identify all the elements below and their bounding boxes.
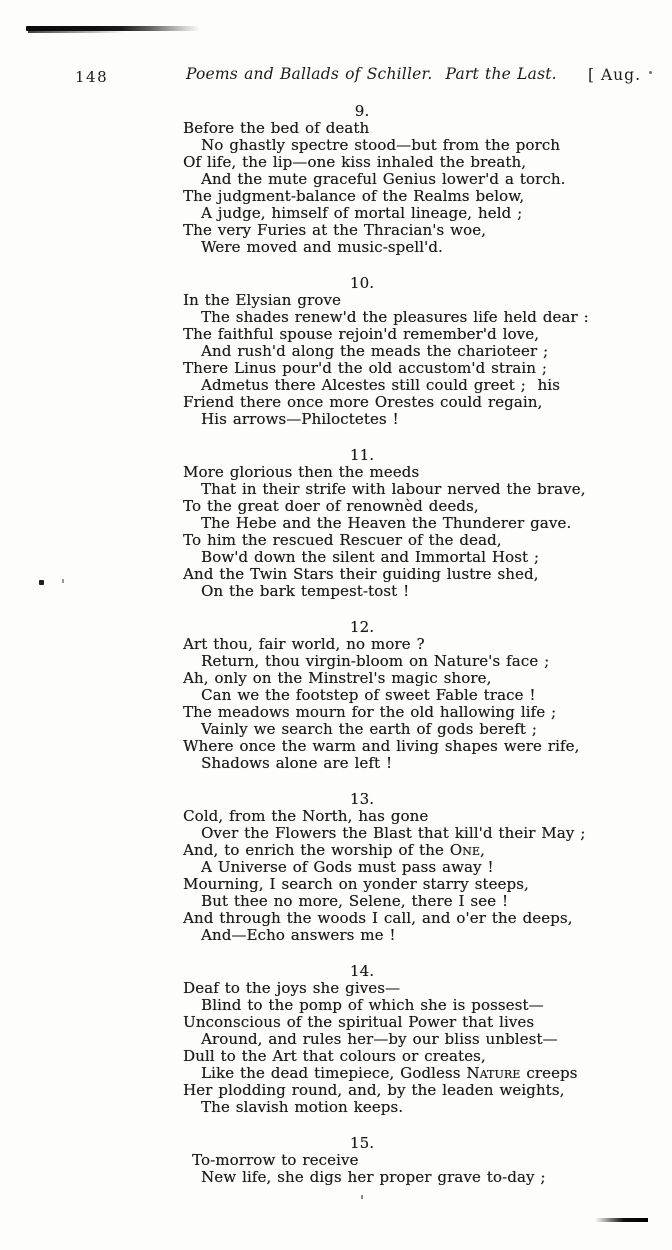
scan-edge-artifact-top-fragment — [28, 31, 124, 33]
poem-line: That in their strife with labour nerved the brave, — [201, 480, 586, 498]
poem-line: To-morrow to receive — [192, 1151, 359, 1169]
stanza-number: 14. — [349, 962, 375, 980]
poem-line: Her plodding round, and, by the leaden weights, — [183, 1081, 565, 1099]
poem-line: Unconscious of the spiritual Power that lives — [183, 1013, 535, 1031]
poem-line: The judgment-balance of the Realms below, — [183, 187, 525, 205]
poem-line: The slavish motion keeps. — [201, 1098, 404, 1116]
poem-line: And through the woods I call, and o'er the deeps, — [183, 909, 573, 927]
poem-line: Deaf to the joys she gives— — [183, 979, 401, 997]
poem-line: And—Echo answers me ! — [201, 926, 396, 944]
poem-line: In the Elysian grove — [183, 291, 341, 309]
scan-edge-artifact-bottom — [595, 1218, 648, 1222]
poem-line: New life, she digs her proper grave to-day ; — [201, 1168, 546, 1186]
poem-line: Friend there once more Orestes could regain, — [183, 393, 543, 411]
poem-line: Return, thou virgin-bloom on Nature's face ; — [201, 652, 550, 670]
poem-line: The faithful spouse rejoin'd remember'd love, — [183, 325, 540, 343]
poem-line: But thee no more, Selene, there I see ! — [201, 892, 509, 910]
poem-line: And the Twin Stars their guiding lustre shed, — [183, 565, 539, 583]
stanza — [183, 790, 586, 944]
poem-line: Shadows alone are left ! — [201, 754, 393, 772]
running-title-work: Poems and Ballads of Schiller. — [186, 65, 433, 83]
poem-line: Dull to the Art that colours or creates, — [183, 1047, 486, 1065]
poem-line: A Universe of Gods must pass away ! — [201, 858, 494, 876]
poem-line: There Linus pour'd the old accustom'd strain ; — [183, 359, 547, 377]
poem-line: Ah, only on the Minstrel's magic shore, — [183, 669, 492, 687]
small-caps-text: One — [449, 841, 481, 859]
scan-speck — [361, 1195, 363, 1199]
poem-line: Admetus there Alcestes still could greet ; his — [201, 376, 560, 394]
running-header — [0, 65, 672, 89]
poem-line: Were moved and music-spell'd. — [201, 238, 443, 256]
poem-line: To the great doer of renownèd deeds, — [183, 497, 479, 515]
poem — [183, 102, 589, 1186]
stanza — [183, 446, 586, 600]
poem-line: Can we the footstep of sweet Fable trace ! — [201, 686, 536, 704]
poem-line: Of life, the lip—one kiss inhaled the breath, — [183, 153, 527, 171]
poem-line: And, to enrich the worship of the One, — [183, 841, 485, 859]
poem-line: Blind to the pomp of which she is possest— — [201, 996, 544, 1014]
stanza-number: 9. — [354, 102, 370, 120]
poem-line: To him the rescued Rescuer of the dead, — [183, 531, 502, 549]
poem-line: The shades renew'd the pleasures life held dear : — [201, 308, 589, 326]
poem-line: His arrows—Philoctetes ! — [201, 410, 399, 428]
issue-label: [ Aug. — [588, 66, 641, 84]
poem-line: Art thou, fair world, no more ? — [183, 635, 425, 653]
poem-line: Before the bed of death — [183, 119, 370, 137]
poem-line: Cold, from the North, has gone — [183, 807, 429, 825]
poem-line: On the bark tempest-tost ! — [201, 582, 410, 600]
stanza — [183, 962, 578, 1116]
poem-line: Mourning, I search on yonder starry steeps, — [183, 875, 529, 893]
poem-line: Vainly we search the earth of gods bereft ; — [201, 720, 537, 738]
stanza-number: 13. — [349, 790, 375, 808]
stanza-number: 15. — [349, 1134, 375, 1152]
stanza — [183, 102, 566, 256]
scan-speck — [39, 580, 44, 585]
running-title-part: Part the Last. — [445, 65, 557, 83]
page-number: 148 — [75, 68, 109, 86]
stanza — [183, 274, 589, 428]
stanza-number: 11. — [349, 446, 375, 464]
poem-line: More glorious then the meeds — [183, 463, 420, 481]
poem-line: Where once the warm and living shapes were rife, — [183, 737, 580, 755]
poem-line: And the mute graceful Genius lower'd a torch. — [201, 170, 566, 188]
poem-line: No ghastly spectre stood—but from the porch — [201, 136, 561, 154]
poem-line: The very Furies at the Thracian's woe, — [183, 221, 487, 239]
poem-line: And rush'd along the meads the charioteer ; — [201, 342, 549, 360]
poem-line: A judge, himself of mortal lineage, held ; — [201, 204, 523, 222]
stanza — [183, 1134, 546, 1186]
poem-line: Over the Flowers the Blast that kill'd their May ; — [201, 824, 586, 842]
stanza-number: 10. — [349, 274, 375, 292]
scan-speck — [62, 579, 64, 583]
poem-line: The meadows mourn for the old hallowing life ; — [183, 703, 557, 721]
small-caps-text: Nature — [466, 1064, 521, 1082]
poem-line: Bow'd down the silent and Immortal Host ; — [201, 548, 540, 566]
running-title — [186, 65, 557, 83]
poem-line: Around, and rules her—by our bliss unblest— — [201, 1030, 558, 1048]
poem-line: Like the dead timepiece, Godless Nature creeps — [201, 1064, 578, 1082]
stanza-number: 12. — [349, 618, 375, 636]
stanza — [183, 618, 580, 772]
poem-line: The Hebe and the Heaven the Thunderer gave. — [201, 514, 572, 532]
